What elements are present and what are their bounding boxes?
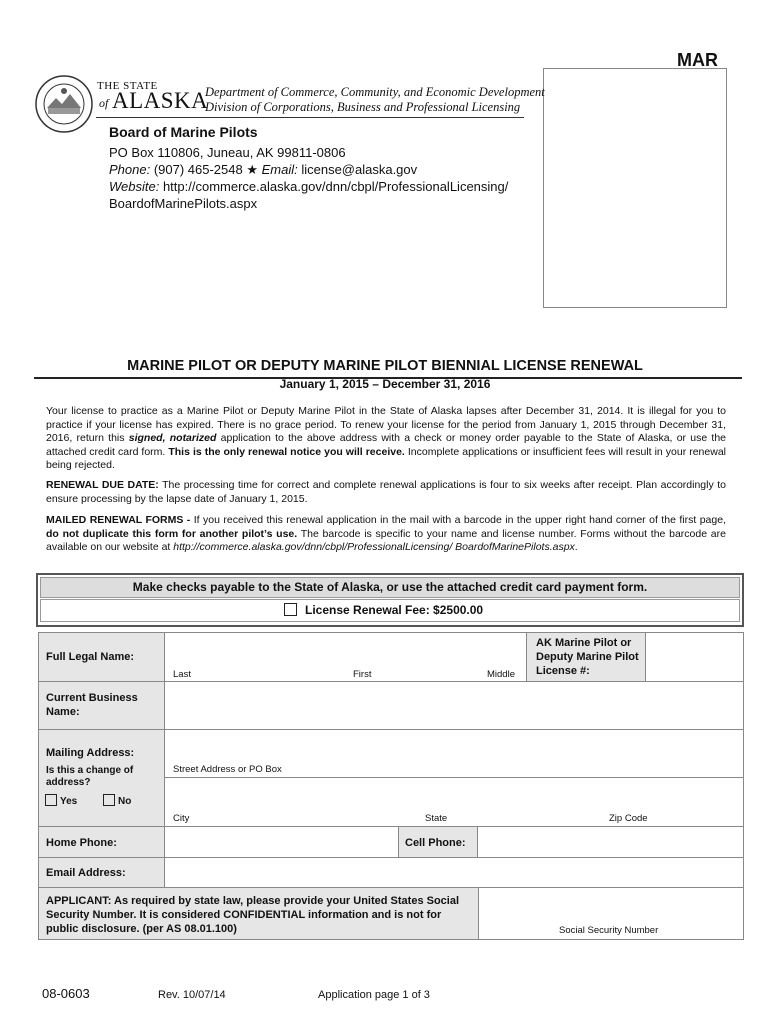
intro-text-b: signed, notarized — [128, 432, 217, 444]
fee-checkbox[interactable] — [284, 603, 297, 616]
middle-caption: Middle — [487, 669, 515, 680]
department-block — [205, 85, 545, 115]
website-url[interactable]: http://commerce.alaska.gov/dnn/cbpl/ProfessionalLicensing/ — [159, 179, 509, 194]
page-indicator: Application page 1 of 3 — [318, 989, 430, 1001]
website-label: Website: — [109, 179, 160, 194]
due-date-text: The processing time for correct and complete renewal applications is four to six weeks after receipt. Plan accordingly to ensure processing by the lapse date of January 1, 2015. — [46, 479, 726, 505]
cell-phone-field[interactable] — [477, 826, 744, 858]
change-no-option[interactable] — [103, 794, 131, 809]
city-caption: City — [173, 813, 190, 824]
email-label-cell — [38, 857, 165, 888]
zip-caption: Zip Code — [609, 813, 648, 824]
state-caption: State — [425, 813, 448, 824]
full-name-field[interactable] — [164, 632, 527, 682]
intro-paragraph — [46, 405, 726, 473]
change-address-question: Is this a change of address? — [46, 765, 134, 788]
home-phone-label-cell — [38, 826, 165, 858]
home-phone-field[interactable] — [164, 826, 399, 858]
board-contact — [109, 124, 508, 212]
no-checkbox[interactable] — [103, 794, 115, 806]
street-address-field[interactable] — [164, 729, 744, 778]
email-address[interactable]: license@alaska.gov — [297, 162, 418, 177]
mailing-address-label: Mailing Address: — [46, 747, 135, 759]
intro-text-a: Your license to practice as a Marine Pilot or Deputy Marine Pilot in the State of Alaska lapses after December 31, 2014. It is illegal for you to practice if your license has expired. There is no grace period. To renew your license for the period from January 1, 2015 through December 31, 2016, return this — [46, 405, 726, 444]
fee-row — [40, 599, 740, 622]
street-caption: Street Address or PO Box — [173, 764, 282, 775]
license-period: January 1, 2015 – December 31, 2016 — [279, 377, 491, 391]
barcode-box — [543, 68, 727, 308]
intro-text-c: application to the above address with a check or money order payable to the State of Alaska, or use the attached credit card form. — [46, 432, 727, 458]
cell-phone-label-cell — [398, 826, 478, 858]
mailed-forms-label: MAILED RENEWAL FORMS - — [46, 514, 191, 526]
board-phone-line — [109, 161, 508, 178]
ssn-notice: APPLICANT: As required by state law, please provide your United States Social Security Number. It is considered CONFIDENTIAL information and is not for public disclosure. (per AS 08.01.100) — [46, 895, 460, 935]
city-state-zip-field[interactable] — [164, 777, 744, 827]
license-number-label: AK Marine Pilot or Deputy Marine Pilot License #: — [536, 637, 639, 677]
first-caption: First — [353, 669, 372, 680]
email-address-label: Email Address: — [46, 867, 126, 879]
phone-label: Phone: — [109, 162, 151, 177]
yes-label: Yes — [60, 796, 78, 807]
change-yes-option[interactable] — [45, 794, 77, 809]
business-name-field[interactable] — [164, 681, 744, 730]
due-date-paragraph — [46, 479, 726, 506]
mailed-text-a: If you received this renewal application in the mail with a barcode in the upper right hand corner of the first page, — [190, 514, 726, 526]
mailed-text-url[interactable]: http://commerce.alaska.gov/dnn/cbpl/ProfessionalLicensing/ BoardofMarinePilots.aspx — [173, 541, 575, 553]
mailed-text-e: . — [574, 541, 578, 553]
last-caption: Last — [173, 669, 191, 680]
home-phone-label: Home Phone: — [46, 837, 117, 849]
full-name-label: Full Legal Name: — [46, 651, 135, 663]
header-rule — [96, 117, 524, 118]
name-label-cell — [38, 632, 165, 682]
department-line-1: Department of Commerce, Community, and Economic Development — [205, 85, 545, 99]
board-website-line — [109, 178, 508, 195]
license-label-cell — [526, 632, 646, 682]
business-name-label: Current Business Name: — [46, 692, 138, 718]
intro-text-e: Incomplete applications or insufficient fees will result in your renewal being rejected. — [46, 445, 726, 471]
ssn-notice-cell — [38, 887, 479, 940]
revision-date: Rev. 10/07/14 — [158, 989, 226, 1001]
phone-number: (907) 465-2548 ★ — [150, 162, 262, 177]
state-seal-icon — [34, 74, 94, 134]
mailed-text-b: do not duplicate this form for another pilot’s use. — [46, 527, 298, 540]
yes-checkbox[interactable] — [45, 794, 57, 806]
mailed-text-c: The barcode is specific to your name and license number. Forms without the barcode are available on our website at — [46, 527, 726, 553]
payment-heading: Make checks payable to the State of Alaska, or use the attached credit card payment form. — [40, 577, 740, 598]
due-date-label: RENEWAL DUE DATE: — [46, 479, 159, 491]
state-the: THE STATE — [97, 80, 158, 92]
business-label-cell — [38, 681, 165, 730]
board-title: Board of Marine Pilots — [109, 124, 258, 140]
page-title: MARINE PILOT OR DEPUTY MARINE PILOT BIENNIAL LICENSE RENEWAL — [127, 358, 643, 374]
board-address: PO Box 110806, Juneau, AK 99811-0806 — [109, 145, 346, 160]
email-label: Email: — [261, 162, 298, 177]
state-of: of — [99, 96, 109, 110]
email-address-field[interactable] — [164, 857, 744, 888]
fee-label: License Renewal Fee: $2500.00 — [305, 603, 484, 617]
form-number: 08-0603 — [42, 986, 90, 1001]
applicant-form — [38, 632, 744, 940]
ssn-caption: Social Security Number — [559, 925, 659, 936]
state-name: ALASKA — [112, 88, 209, 113]
department-line-2: Division of Corporations, Business and Professional Licensing — [205, 100, 521, 114]
intro-text-d: This is the only renewal notice you will receive. — [168, 445, 405, 458]
fee-line — [284, 600, 483, 621]
website-url-cont[interactable]: BoardofMarinePilots.aspx — [109, 196, 258, 211]
mailed-forms-paragraph — [46, 514, 726, 555]
no-label: No — [118, 796, 132, 807]
form-code: MAR — [677, 50, 718, 70]
mailing-label-cell — [38, 729, 165, 827]
ssn-field[interactable] — [478, 887, 744, 940]
cell-phone-label: Cell Phone: — [405, 837, 466, 849]
license-number-field[interactable] — [645, 632, 744, 682]
